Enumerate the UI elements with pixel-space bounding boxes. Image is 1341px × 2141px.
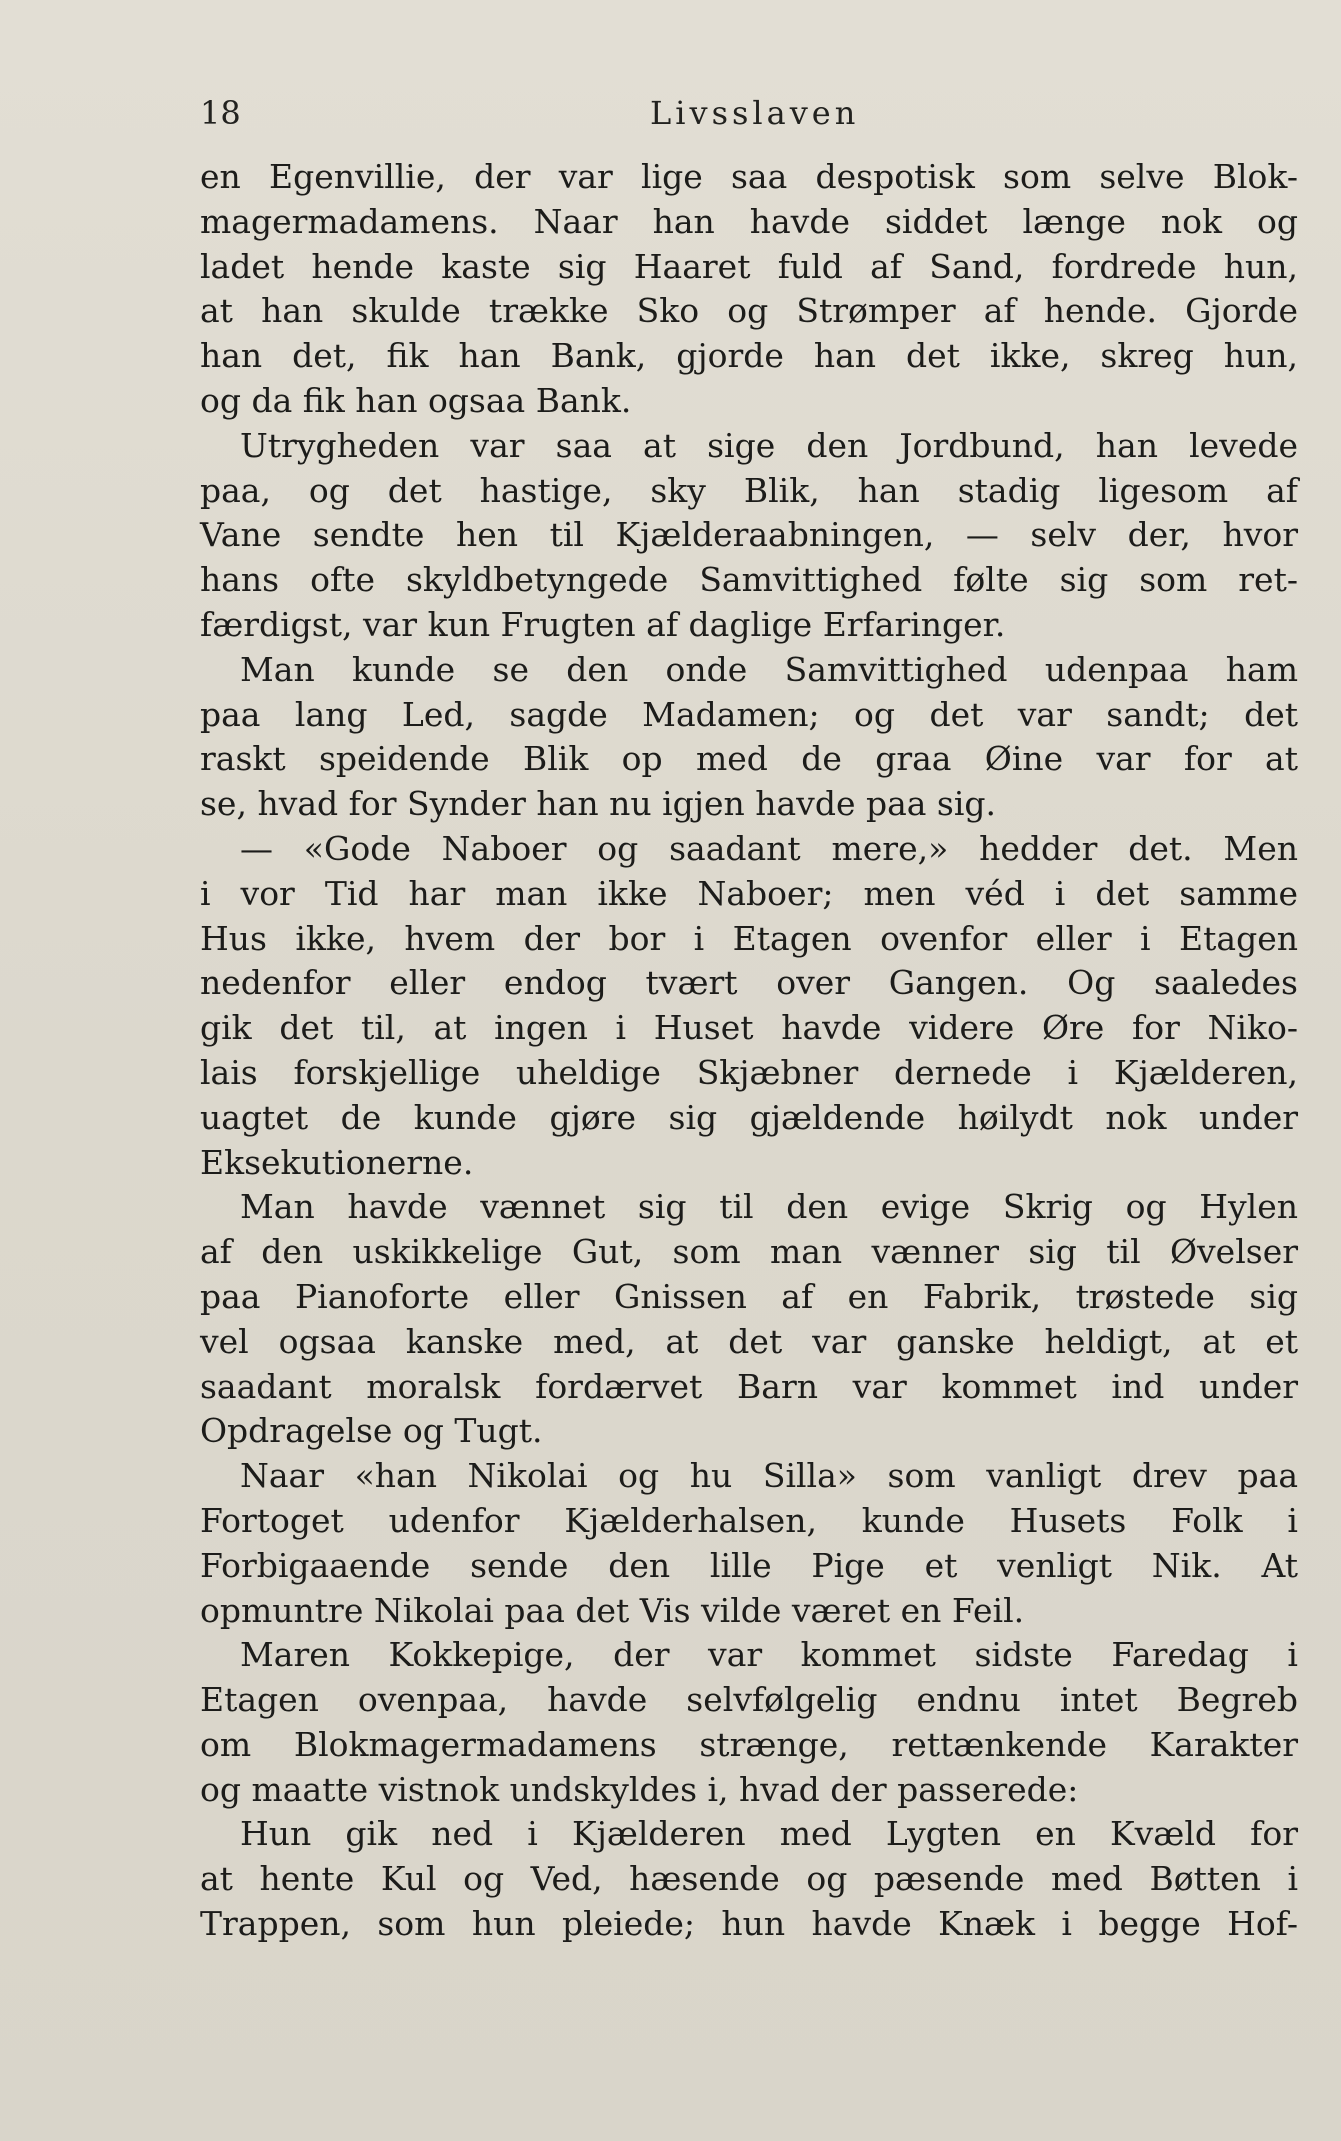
text-line: Utrygheden var saa at sige den Jordbund, han levede: [240, 425, 1298, 465]
text-line: ladet hende kaste sig Haaret fuld af Sand, fordrede hun,: [200, 246, 1298, 286]
body-text: [200, 155, 1298, 1947]
text-line: Maren Kokkepige, der var kommet sidste Faredag i: [240, 1635, 1298, 1675]
text-line: en Egenvillie, der var lige saa despotisk som selve Blok-: [200, 157, 1298, 196]
text-line: lais forskjellige uheldige Skjæbner dernede i Kjælderen,: [200, 1052, 1298, 1092]
text-line: Trappen, som hun pleiede; hun havde Knæk i begge Hof-: [200, 1904, 1298, 1944]
text-line: af den uskikkelige Gut, som man vænner sig til Øvelser: [200, 1232, 1298, 1272]
text-line: i vor Tid har man ikke Naboer; men véd i det samme: [200, 873, 1298, 913]
text-line: paa Pianoforte eller Gnissen af en Fabrik, trøstede sig: [200, 1276, 1298, 1316]
text-line: Etagen ovenpaa, havde selvfølgelig endnu intet Begreb: [200, 1680, 1298, 1720]
text-line: Forbigaaende sende den lille Pige et venligt Nik. At: [200, 1545, 1298, 1585]
text-line: hans ofte skyldbetyngede Samvittighed følte sig som ret-: [200, 560, 1298, 600]
text-line: se, hvad for Synder han nu igjen havde paa sig.: [200, 784, 997, 824]
text-line: raskt speidende Blik op med de graa Øine var for at: [200, 739, 1298, 779]
text-line: opmuntre Nikolai paa det Vis vilde været en Feil.: [200, 1590, 1025, 1630]
text-line: paa lang Led, sagde Madamen; og det var sandt; det: [200, 694, 1298, 734]
text-line: han det, fik han Bank, gjorde han det ikke, skreg hun,: [200, 336, 1298, 376]
text-line: og da fik han ogsaa Bank.: [200, 380, 632, 420]
text-line: saadant moralsk fordærvet Barn var kommet ind under: [200, 1366, 1298, 1406]
running-title: Livsslaven: [650, 94, 860, 132]
text-line: — «Gode Naboer og saadant mere,» hedder det. Men: [240, 828, 1298, 868]
page-number: 18: [200, 94, 241, 132]
text-line: Man havde vænnet sig til den evige Skrig og Hylen: [240, 1187, 1298, 1227]
page-header: [200, 88, 1300, 138]
text-line: at hente Kul og Ved, hæsende og pæsende med Bøtten i: [200, 1859, 1298, 1899]
text-line: Man kunde se den onde Samvittighed udenpaa ham: [240, 649, 1298, 689]
text-line: Hun gik ned i Kjælderen med Lygten en Kvæld for: [240, 1814, 1298, 1854]
text-line: og maatte vistnok undskyldes i, hvad der passerede:: [200, 1769, 1079, 1809]
text-line: Fortoget udenfor Kjælderhalsen, kunde Husets Folk i: [200, 1500, 1298, 1540]
text-line: gik det til, at ingen i Huset havde videre Øre for Niko-: [200, 1008, 1298, 1048]
text-line: uagtet de kunde gjøre sig gjældende høilydt nok under: [200, 1097, 1298, 1137]
text-line: om Blokmagermadamens strænge, rettænkende Karakter: [200, 1724, 1298, 1764]
text-line: færdigst, var kun Frugten af daglige Erfaringer.: [200, 604, 1006, 644]
text-line: Vane sendte hen til Kjælderaabningen, — selv der, hvor: [200, 515, 1298, 555]
text-line: Hus ikke, hvem der bor i Etagen ovenfor eller i Etagen: [200, 918, 1298, 958]
text-line: Naar «han Nikolai og hu Silla» som vanligt drev paa: [240, 1456, 1298, 1496]
text-line: magermadamens. Naar han havde siddet længe nok og: [200, 201, 1298, 241]
text-line: Opdragelse og Tugt.: [200, 1411, 543, 1451]
text-line: Eksekutionerne.: [200, 1142, 474, 1182]
text-line: at han skulde trække Sko og Strømper af hende. Gjorde: [200, 291, 1298, 331]
text-line: nedenfor eller endog tvært over Gangen. Og saaledes: [200, 963, 1298, 1003]
text-line: paa, og det hastige, sky Blik, han stadig ligesom af: [200, 470, 1298, 510]
text-line: vel ogsaa kanske med, at det var ganske heldigt, at et: [200, 1321, 1298, 1361]
